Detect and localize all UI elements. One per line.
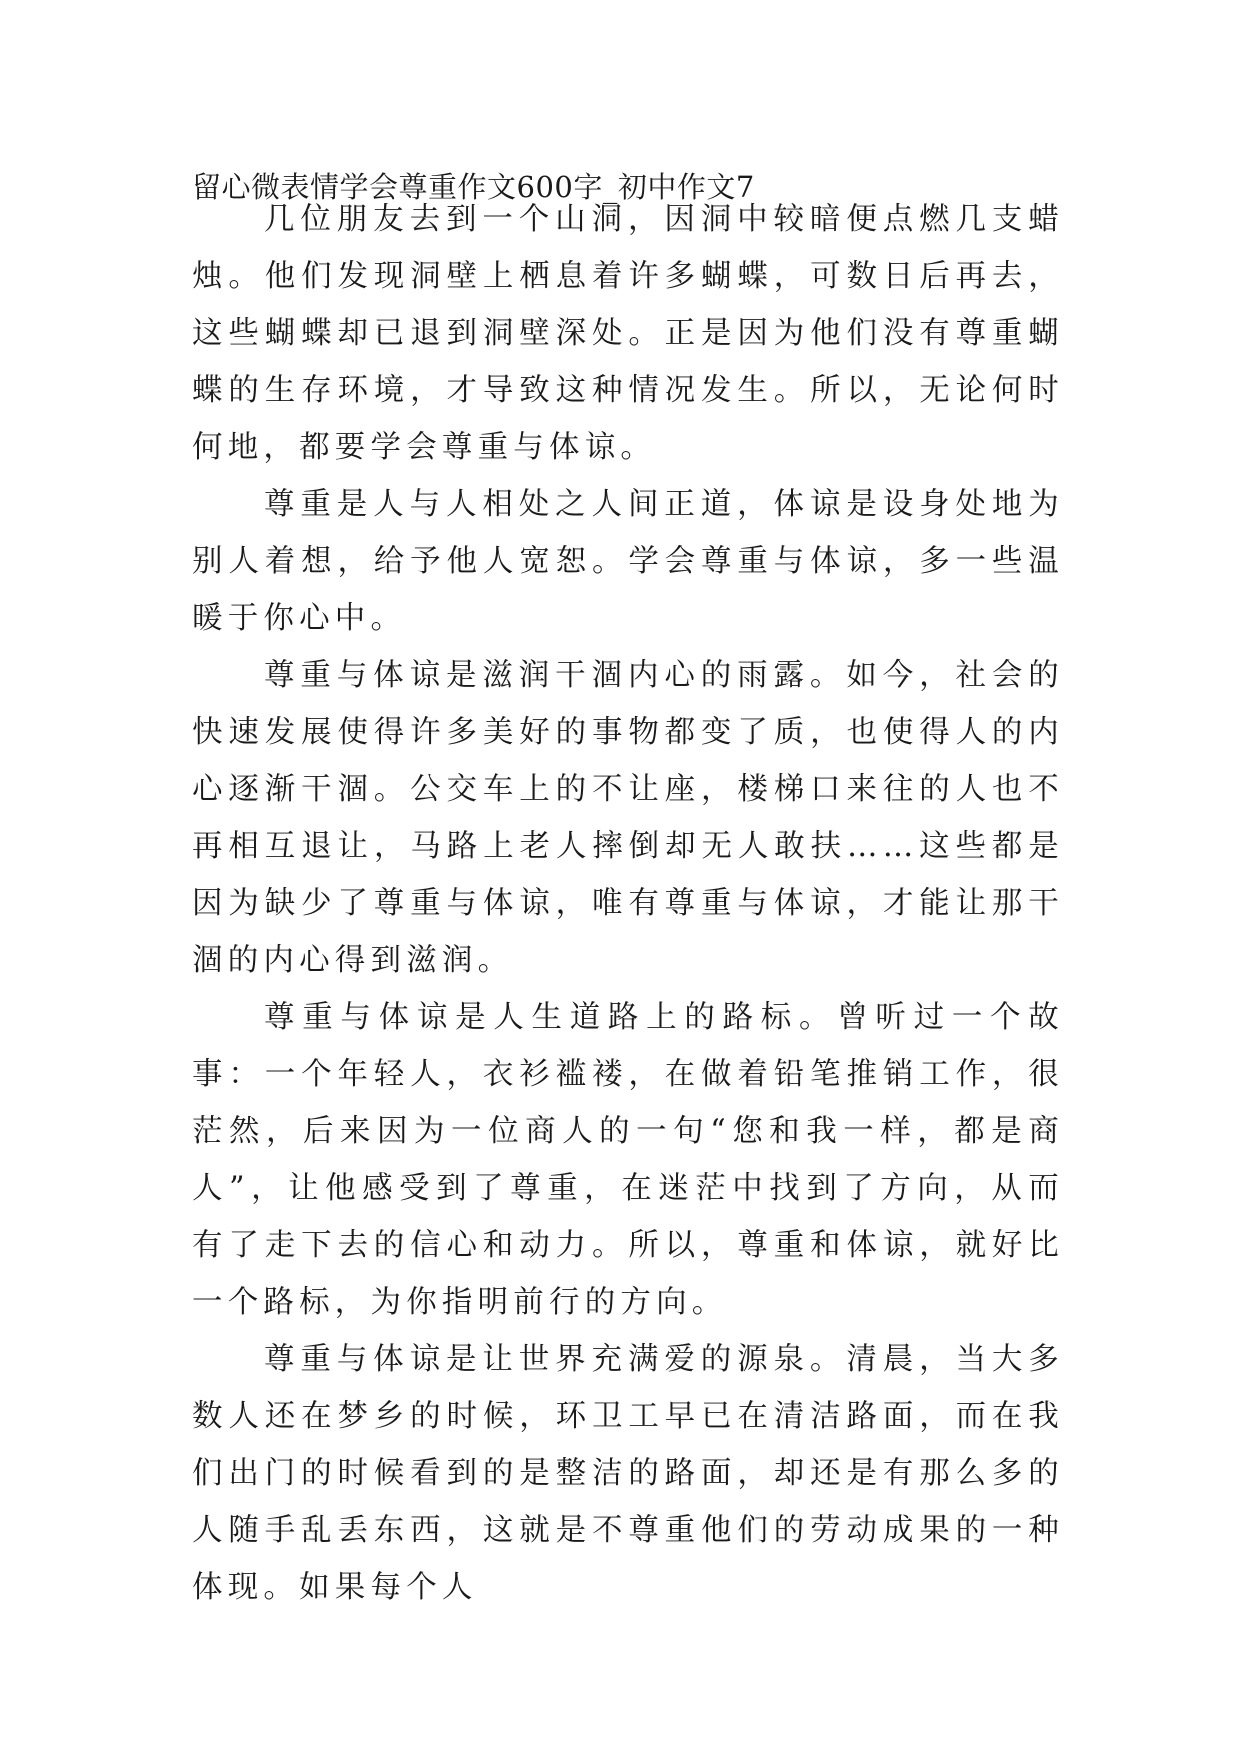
document-body <box>192 191 1064 1616</box>
paragraph-caves-butterflies: 几位朋友去到一个山洞，因洞中较暗便点燃几支蜡烛。他们发现洞壁上栖息着许多蝴蝶，可数日后再去，这些蝴蝶却已退到洞壁深处。正是因为他们没有尊重蝴蝶的生存环境，才导致这种情况发生。所以，无论何时何地，都要学会尊重与体谅。 <box>192 202 1064 465</box>
paragraph-rain-dew: 尊重与体谅是滋润干涸内心的雨露。如今，社会的快速发展使得许多美好的事物都变了质，也使得人的内心逐渐干涸。公交车上的不让座，楼梯口来往的人也不再相互退让，马路上老人摔倒却无人敢扶……这些都是因为缺少了尊重与体谅，唯有尊重与体谅，才能让那干涸的内心得到滋润。 <box>192 658 1064 978</box>
document-title: 留心微表情学会尊重作文600字_初中作文7 <box>192 170 755 204</box>
paragraph-respect-definition: 尊重是人与人相处之人间正道，体谅是设身处地为别人着想，给予他人宽恕。学会尊重与体谅，多一些温暖于你心中。 <box>192 487 1064 636</box>
paragraph-source-of-love: 尊重与体谅是让世界充满爱的源泉。清晨，当大多数人还在梦乡的时候，环卫工早已在清洁路面，而在我们出门的时候看到的是整洁的路面，却还是有那么多的人随手乱丢东西，这就是不尊重他们的劳动成果的一种体现。如果每个人 <box>192 1342 1064 1605</box>
paragraph-road-sign: 尊重与体谅是人生道路上的路标。曾听过一个故事：一个年轻人，衣衫褴褛，在做着铅笔推销工作，很茫然，后来因为一位商人的一句“您和我一样，都是商人”，让他感受到了尊重，在迷茫中找到了方向，从而有了走下去的信心和动力。所以，尊重和体谅，就好比一个路标，为你指明前行的方向。 <box>192 1000 1064 1320</box>
